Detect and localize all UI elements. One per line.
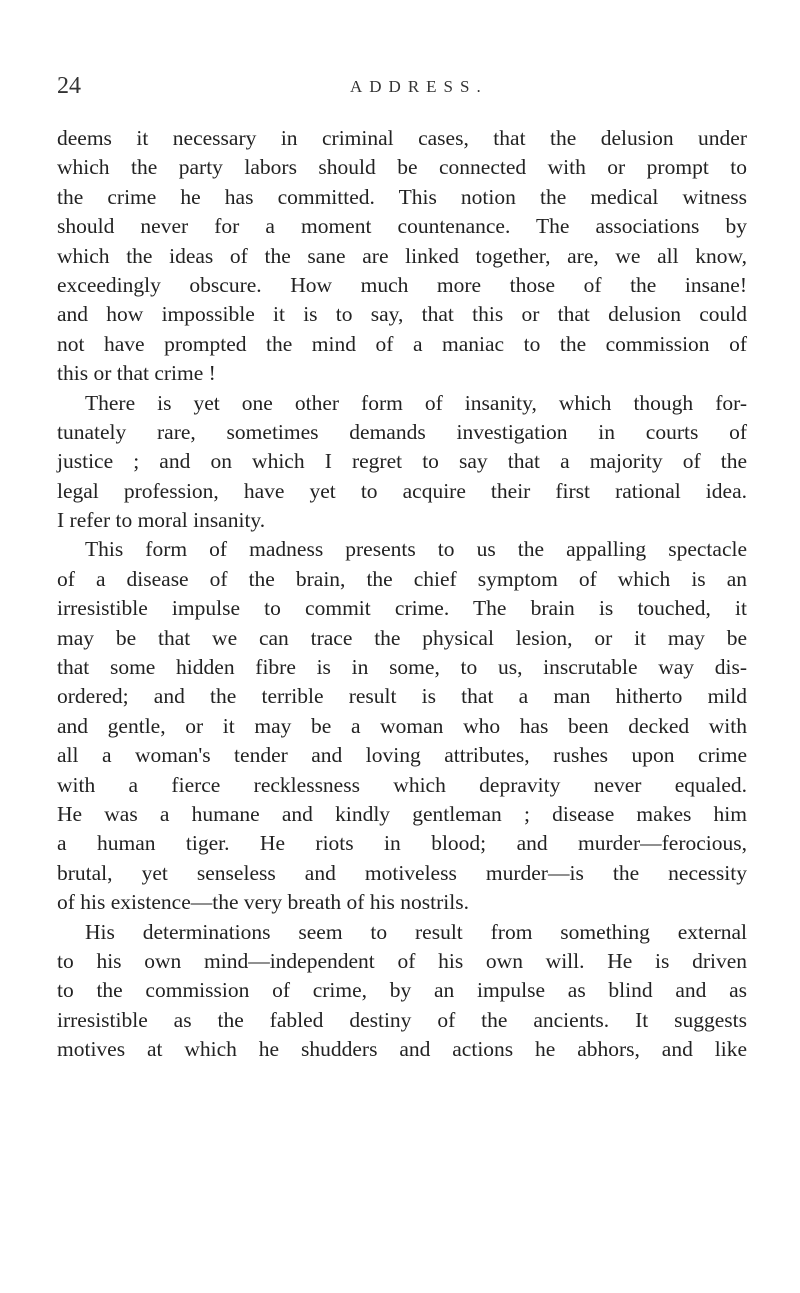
text-line: may be that we can trace the physical lesion, or it may be <box>57 625 747 650</box>
text-line: which the ideas of the sane are linked together, are, we all know, <box>57 243 747 268</box>
text-line: that some hidden fibre is in some, to us, inscrutable way dis- <box>57 655 747 680</box>
text-line: not have prompted the mind of a maniac to the commission of <box>57 331 747 356</box>
text-line: all a woman's tender and loving attributes, rushes upon crime <box>57 743 747 768</box>
text-line: justice ; and on which I regret to say that a majority of the <box>57 449 747 474</box>
text-line: a human tiger. He riots in blood; and murder—ferocious, <box>57 831 747 856</box>
text-line: motives at which he shudders and actions he abhors, and like <box>57 1037 747 1062</box>
text-line: and how impossible it is to say, that this or that delusion could <box>57 302 747 327</box>
text-line: to his own mind—independent of his own will. He is driven <box>57 948 747 973</box>
text-line: and gentle, or it may be a woman who has been decked with <box>57 713 747 738</box>
text-line: tunately rare, sometimes demands investigation in courts of <box>57 419 747 444</box>
text-line: There is yet one other form of insanity, which though for- <box>85 390 747 415</box>
text-line: of a disease of the brain, the chief symptom of which is an <box>57 566 747 591</box>
text-line: His determinations seem to result from something external <box>85 919 747 944</box>
text-line: the crime he has committed. This notion the medical witness <box>57 184 747 209</box>
text-line: this or that crime ! <box>57 361 216 386</box>
body-text <box>57 124 747 1065</box>
running-head <box>57 72 747 102</box>
text-line: brutal, yet senseless and motiveless murder—is the necessity <box>57 860 747 885</box>
text-line: deems it necessary in criminal cases, that the delusion under <box>57 126 747 150</box>
page-number: 24 <box>57 73 81 99</box>
text-line: which the party labors should be connected with or prompt to <box>57 155 747 180</box>
text-line: I refer to moral insanity. <box>57 508 266 533</box>
text-line: irresistible impulse to commit crime. The brain is touched, it <box>57 596 747 621</box>
text-line: legal profession, have yet to acquire their first rational idea. <box>57 478 747 503</box>
text-line: to the commission of crime, by an impulse as blind and as <box>57 978 747 1003</box>
text-line: irresistible as the fabled destiny of the ancients. It suggests <box>57 1007 747 1032</box>
text-line: with a fierce recklessness which depravity never equaled. <box>57 772 747 797</box>
text-line: This form of madness presents to us the appalling spectacle <box>85 537 747 562</box>
running-title: ADDRESS. <box>350 77 488 96</box>
text-line: should never for a moment countenance. The associations by <box>57 214 747 239</box>
text-line: He was a humane and kindly gentleman ; disease makes him <box>57 801 747 826</box>
text-line: exceedingly obscure. How much more those of the insane! <box>57 272 747 297</box>
text-line: of his existence—the very breath of his nostrils. <box>57 890 469 915</box>
text-line: ordered; and the terrible result is that a man hitherto mild <box>57 684 747 709</box>
